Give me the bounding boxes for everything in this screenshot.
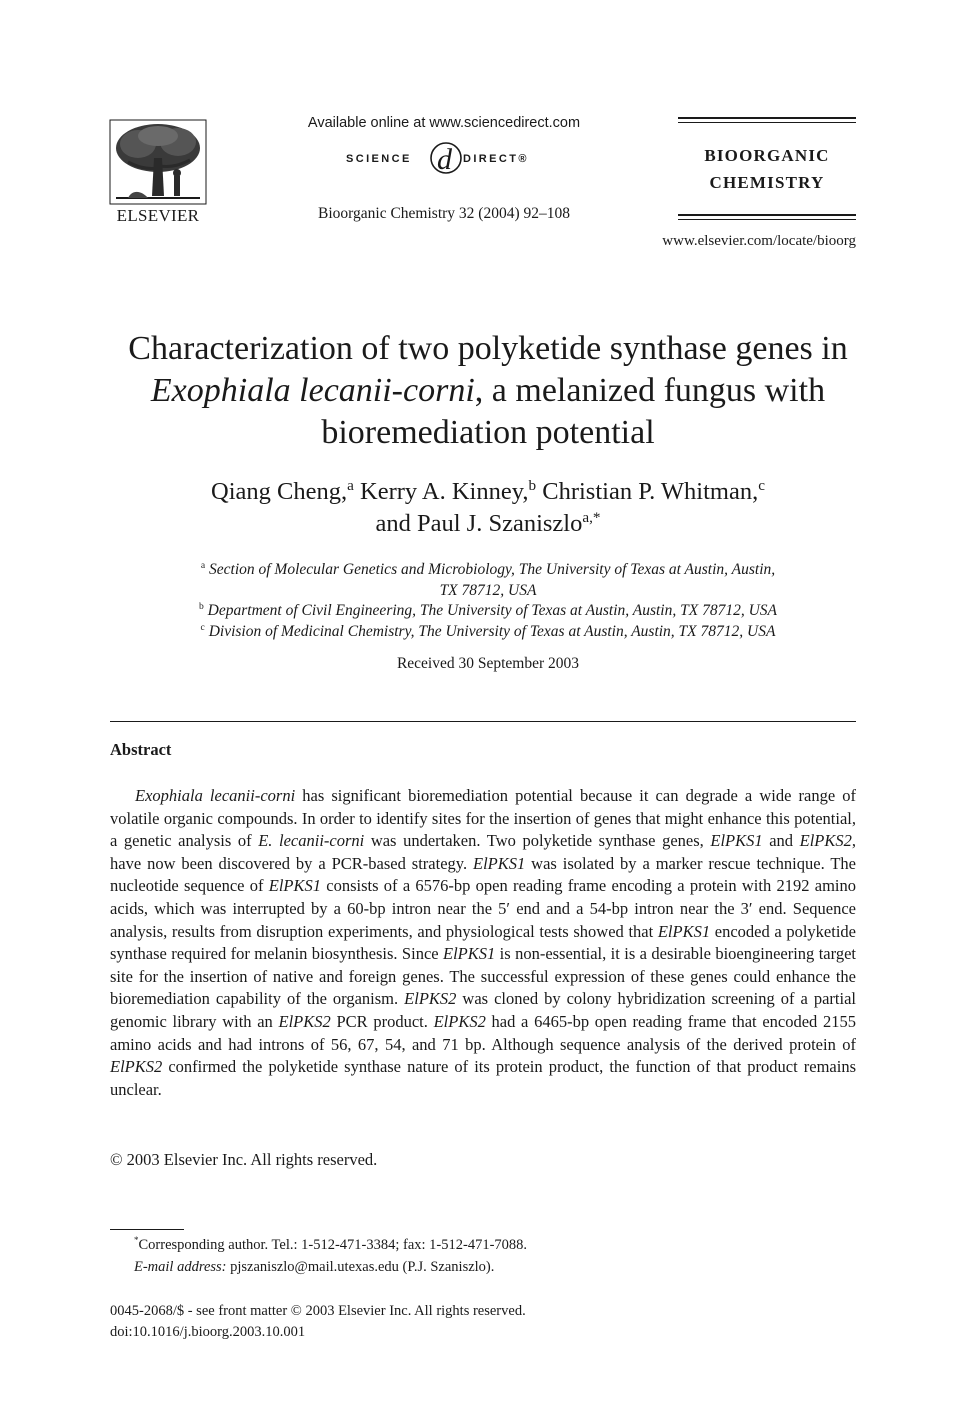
abstract-heading: Abstract (110, 740, 172, 759)
article-title (60, 328, 916, 454)
abstract-text: PCR product. (330, 1011, 434, 1031)
affiliation-text: Division of Medicinal Chemistry, The University of Texas at Austin, Austin, TX 78712, USA (208, 622, 776, 640)
author-affiliation-mark: c (758, 476, 765, 494)
affiliation-item (60, 560, 916, 601)
title-part1: Characterization of two polyketide synthase genes in (128, 330, 848, 367)
author-name[interactable]: Christian P. Whitman, (542, 478, 759, 505)
abstract-text: and (762, 831, 800, 851)
horizontal-divider (110, 721, 856, 722)
masthead-bottom-rule (678, 214, 856, 220)
sciencedirect-logo (346, 140, 546, 178)
sciencedirect-left-text: SCIENCE (346, 153, 412, 165)
svg-text:d: d (437, 143, 452, 176)
email-label: E-mail address: (134, 1259, 227, 1275)
journal-url-link[interactable]: www.elsevier.com/locate/bioorg (662, 233, 856, 249)
abstract-italic-term: ElPKS2 (433, 1011, 486, 1031)
affiliation-mark: c (200, 621, 205, 633)
affiliation-item (60, 622, 916, 643)
abstract-text: was isolated by a marker rescue technique. The nucleotide sequence of (110, 853, 856, 896)
abstract-italic-term: E. lecanii-corni (258, 831, 365, 851)
author-affiliation-mark: b (528, 476, 537, 494)
email-link[interactable]: pjszaniszlo@mail.utexas.edu (230, 1259, 399, 1275)
journal-masthead (678, 117, 856, 225)
abstract-italic-term: ElPKS1 (710, 831, 763, 851)
publisher-name: ELSEVIER (116, 206, 200, 225)
abstract-text: confirmed the polyketide synthase nature of its protein product, the function of that product remains unclear. (110, 1057, 856, 1099)
abstract-italic-term: ElPKS2 (110, 1057, 163, 1077)
abstract-italic-term: ElPKS2 (278, 1011, 331, 1031)
tree-icon (108, 118, 208, 208)
abstract-text: was cloned by colony hybridization screening of a partial genomic library with an (110, 989, 856, 1031)
corresponding-author-note (134, 1237, 527, 1254)
issn-front-matter: 0045-2068/$ - see front matter © 2003 Elsevier Inc. All rights reserved. (110, 1303, 526, 1319)
abstract-text: was undertaken. Two polyketide synthase genes, (364, 831, 711, 851)
abstract-copyright: © 2003 Elsevier Inc. All rights reserved. (110, 1150, 378, 1169)
email-note (134, 1259, 494, 1276)
abstract-italic-term: ElPKS1 (268, 876, 321, 896)
affiliation-list (60, 560, 916, 642)
sciencedirect-d-icon (431, 143, 461, 176)
masthead-top-rule (678, 117, 856, 123)
abstract-text: had a 6465-bp open reading frame that encoded 2155 amino acids and had introns of 56, 67, 54, and 71 bp. Although sequence analysis of the derived protein of (110, 1011, 856, 1054)
author-name[interactable]: and Paul J. Szaniszlo (375, 510, 583, 537)
abstract-italic-term: ElPKS1 (443, 944, 496, 964)
title-part2: , a melanized fungus with bioremediation potential (321, 372, 826, 451)
affiliation-text: Department of Civil Engineering, The University of Texas at Austin, Austin, TX 78712, USA (207, 602, 777, 619)
journal-name (678, 142, 856, 196)
author-list (60, 476, 916, 540)
footnote-mark: * (134, 1235, 139, 1246)
abstract-body (110, 785, 856, 1101)
affiliation-item (60, 601, 916, 622)
affiliation-mark: b (199, 600, 204, 612)
journal-name-line2: CHEMISTRY (709, 173, 825, 192)
abstract-text: is non-essential, it is a desirable bioengineering target site for the insertion of native and foreign genes. The successful expression of these genes could enhance the bioremediation capability of the organism. (110, 944, 856, 1009)
affiliation-text: Section of Molecular Genetics and Microbiology, The University of Texas at Austin, Austin, TX 78712, USA (209, 561, 776, 599)
author-affiliation-mark: a,* (582, 508, 601, 526)
author-name[interactable]: Qiang Cheng, (211, 478, 348, 505)
sciencedirect-right-text: DIRECT® (463, 153, 529, 165)
abstract-text: encoded a polyketide synthase required for melanin biosynthesis. Since (110, 921, 856, 964)
email-owner: (P.J. Szaniszlo). (402, 1259, 495, 1275)
abstract-italic-term: ElPKS1 (657, 921, 711, 941)
abstract-italic-term: Exophiala lecanii-corni (135, 786, 296, 805)
abstract-text: has significant bioremediation potential because it can degrade a wide range of volatile organic compounds. In order to identify sites for the insertion of genes that might enhance this potential, a genetic analysis of (110, 786, 856, 851)
abstract-text: consists of a 6576-bp open reading frame encoding a protein with 2192 amino acids, which was interrupted by a 60-bp intron near the 5′ end and a 54-bp intron near the 3′ end. Sequence analysis, results from disruption experiments, and physiological tests showed that (110, 876, 856, 941)
abstract-italic-term: ElPKS2 (799, 831, 852, 851)
title-species: Exophiala lecanii-corni (150, 372, 475, 409)
available-online-text[interactable]: Available online at www.sciencedirect.com (307, 115, 581, 131)
affiliation-mark: a (200, 559, 206, 571)
abstract-italic-term: ElPKS1 (473, 853, 526, 873)
received-date: Received 30 September 2003 (396, 655, 580, 672)
author-name[interactable]: Kerry A. Kinney, (360, 478, 529, 505)
journal-name-line1: BIOORGANIC (704, 146, 830, 165)
abstract-text: , have now been discovered by a PCR-based strategy. (110, 831, 856, 873)
abstract-italic-term: ElPKS2 (404, 989, 457, 1009)
author-affiliation-mark: a (347, 476, 354, 494)
corresponding-text: Corresponding author. Tel.: 1-512-471-3384; fax: 1-512-471-7088. (138, 1237, 528, 1253)
doi-link[interactable]: doi:10.1016/j.bioorg.2003.10.001 (110, 1324, 306, 1340)
journal-citation: Bioorganic Chemistry 32 (2004) 92–108 (318, 205, 570, 222)
footnote-rule (110, 1229, 184, 1230)
